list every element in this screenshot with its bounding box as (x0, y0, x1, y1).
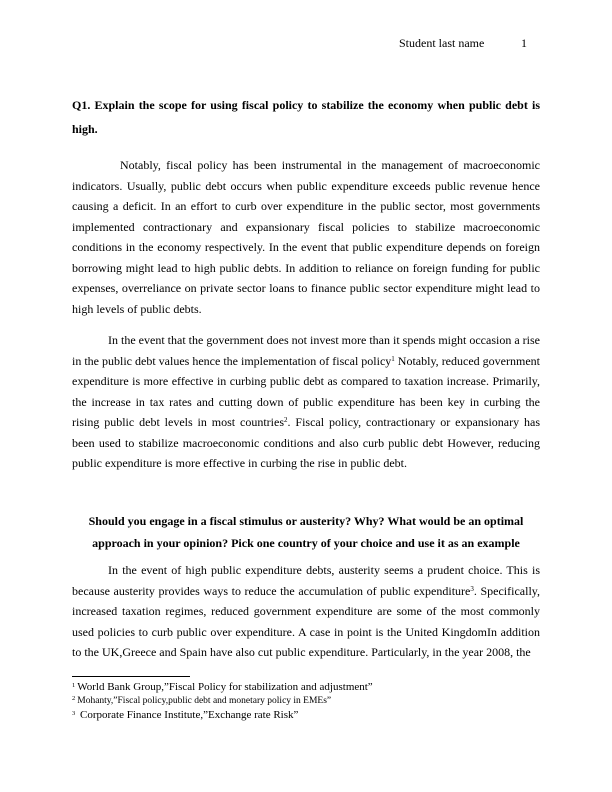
q2-paragraph-1 (72, 560, 540, 663)
question-1-heading: Q1. Explain the scope for using fiscal policy to stabilize the economy when public debt is high. (72, 98, 540, 136)
footnote-1-number: 1 (72, 682, 76, 689)
q1-paragraph-2 (72, 330, 540, 474)
question-2-heading: Should you engage in a fiscal stimulus or austerity? Why? What would be an optimal approach in your opinion? Pick one country of your choice and use it as an example (88, 514, 524, 550)
footnotes (72, 680, 540, 722)
footnote-1-text: World Bank Group,”Fiscal Policy for stabilization and adjustment” (77, 681, 373, 693)
q1-paragraph-2-part-b: Notably, reduced government expenditure is more effective in curbing public debt as compared to taxation increase. Primarily, the increase in tax rates and cutting down of public expenditure has been key in curbing the rising public debt levels in most countries (72, 353, 540, 429)
footnote-3-text: Corporate Finance Institute,”Exchange rate Risk” (77, 709, 299, 721)
running-head: Student last name (399, 36, 485, 50)
footnote-separator (72, 676, 190, 677)
footnote-3 (72, 708, 540, 722)
footnote-ref-2: 2 (284, 416, 288, 424)
footnote-ref-3: 3 (470, 584, 474, 593)
q1-paragraph-2-part-a: In the event that the government does not invest more than it spends might occasion a rise in the public debt values hence the implementation of fiscal policy (72, 333, 540, 368)
footnote-2-number: 2 (72, 695, 76, 702)
page-number: 1 (521, 36, 527, 50)
page-header (399, 36, 527, 50)
footnote-2-text: Mohanty,”Fiscal policy,public debt and monetary policy in EMEs” (77, 696, 332, 706)
footnote-3-number: 3 (72, 710, 76, 717)
footnote-1 (72, 680, 540, 694)
footnote-2 (72, 694, 540, 708)
q2-paragraph-1-part-a: In the event of high public expenditure debts, austerity seems a prudent choice. This is because austerity provides ways to reduce the accumulation of public expenditure (72, 563, 540, 598)
q1-paragraph-2-part-c: . Fiscal policy, contractionary or expansionary has been used to stabilize macroeconomic conditions and also curb public debt However, reducing public expenditure is more effective in curbing the rise in public debt. (72, 415, 541, 470)
footnote-ref-1: 1 (391, 354, 395, 363)
q1-paragraph-1: Notably, fiscal policy has been instrumental in the management of macroeconomic indicators. Usually, public debt occurs when public expenditure exceeds public revenue hence causing a deficit. In an effort to curb over expenditure in the public sector, most governments implemented contractionary and expansionary fiscal policies to stabilize macroeconomic conditions in the economy respectively. In the event that public expenditure depends on foreign borrowing might lead to high public debts. In addition to reliance on foreign funding for public expenses, overreliance on private sector loans to finance public sector expenditure might lead to high levels of public debts. (72, 158, 540, 316)
q2-paragraph-1-part-b: . Specifically, increased taxation regimes, reduced government expenditure are some of the most commonly used policies to curb public over expenditure. A case in point is the United KingdomIn addition to the UK,Greece and Spain have also cut public expenditure. Particularly, in the year 2008, the (72, 583, 541, 659)
